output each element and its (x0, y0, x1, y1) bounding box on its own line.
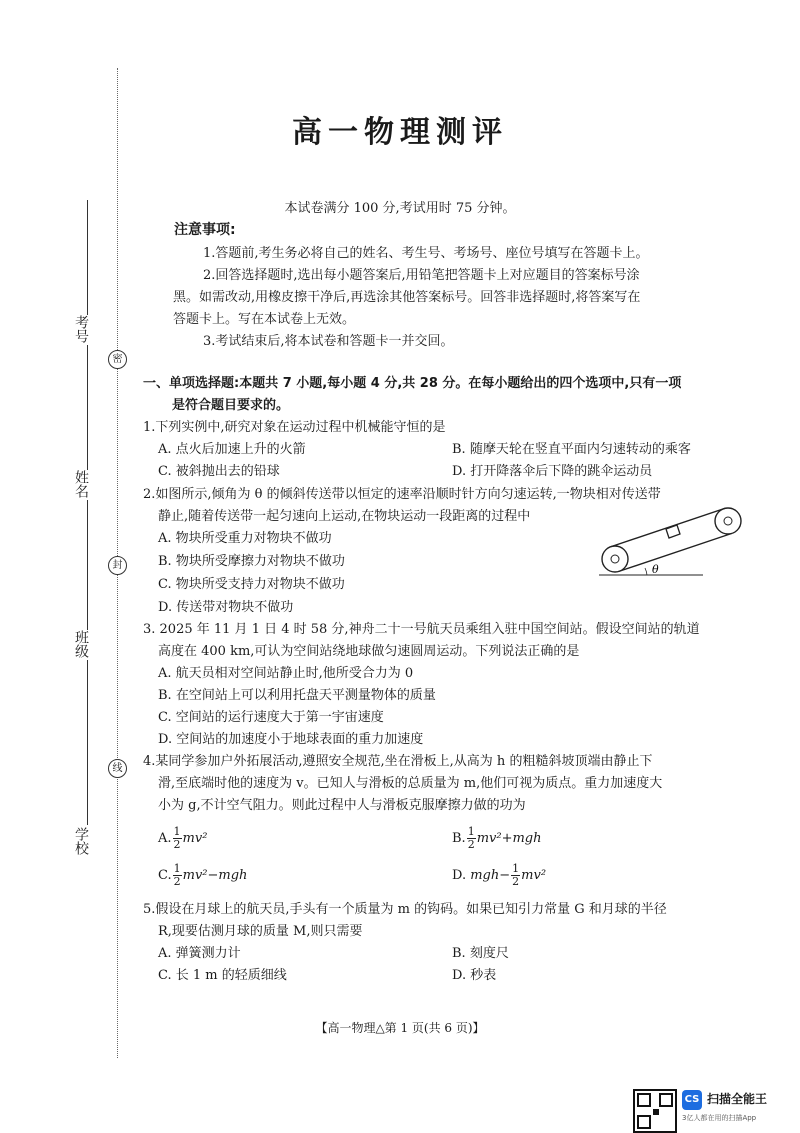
q5-stem-2: R,现要估测月球的质量 M,则只需要 (158, 924, 363, 939)
q5-option-d: D. 秒表 (452, 968, 497, 983)
q2-option-b: B. 物块所受摩擦力对物块不做功 (158, 554, 345, 569)
notes-heading: 注意事项: (174, 222, 236, 238)
q4-stem-1: 4.某同学参加户外拓展活动,遵照安全规范,坐在滑板上,从高为 h 的粗糙斜坡顶端由静止下 (143, 754, 653, 769)
school-line (87, 660, 88, 825)
seal-mark-feng: 封 (108, 556, 127, 575)
section1-line1: 一、单项选择题:本题共 7 小题,每小题 4 分,共 28 分。在每小题给出的四个选项中,只有一项 (143, 376, 682, 391)
conveyor-belt-figure (595, 503, 750, 585)
q4-option-d: D. mgh− $\frac{1}{2}$ mv² (452, 862, 547, 888)
q4-option-c: C. $\frac{1}{2}$ mv²−mgh (158, 862, 248, 888)
q4-option-b: B. $\frac{1}{2}$ mv²+mgh (452, 825, 542, 851)
belt-top (612, 509, 725, 547)
class-line (87, 500, 88, 630)
camscanner-logo: CS (682, 1090, 702, 1110)
q3-option-a: A. 航天员相对空间站静止时,他所受合力为 0 (158, 666, 414, 681)
upper-pulley-hub (724, 517, 732, 525)
brand-tagline: 3亿人都在用的扫描App (682, 1114, 757, 1122)
notes-line-5: 3.考试结束后,将本试卷和答题卡一并交回。 (203, 334, 454, 349)
q3-stem-2: 高度在 400 km,可认为空间站绕地球做匀速圆周运动。下列说法正确的是 (158, 644, 580, 659)
seal-mark-xian: 线 (108, 759, 127, 778)
lower-pulley-hub (611, 555, 619, 563)
upper-pulley (715, 508, 741, 534)
q2-option-a: A. 物块所受重力对物块不做功 (158, 531, 332, 546)
q5-option-a: A. 弹簧测力计 (158, 946, 241, 961)
q3-option-c: C. 空间站的运行速度大于第一宇宙速度 (158, 710, 384, 725)
qr-code-icon (633, 1089, 677, 1133)
label-exam-number: 考号 (73, 315, 89, 343)
q2-stem-1: 2.如图所示,倾角为 θ 的倾斜传送带以恒定的速率沿顺时针方向匀速运转,一物块相对传送带 (143, 487, 661, 502)
notes-line-1: 1.答题前,考生务必将自己的姓名、考生号、考场号、座位号填写在答题卡上。 (203, 246, 649, 261)
q4-stem-2: 滑,至底端时他的速度为 v。已知人与滑板的总质量为 m,他们可视为质点。重力加速度大 (158, 776, 663, 791)
q2-option-d: D. 传送带对物块不做功 (158, 600, 294, 615)
page-title: 高一物理测评 (292, 115, 508, 150)
q1-option-b: B. 随摩天轮在竖直平面内匀速转动的乘客 (452, 442, 691, 457)
q5-option-c: C. 长 1 m 的轻质细线 (158, 968, 287, 983)
brand-name: 扫描全能王 (707, 1092, 768, 1106)
notes-line-2: 2.回答选择题时,选出每小题答案后,用铅笔把答题卡上对应题目的答案标号涂 (203, 268, 640, 283)
q2-option-c: C. 物块所受支持力对物块不做功 (158, 577, 345, 592)
q5-stem-1: 5.假设在月球上的航天员,手头有一个质量为 m 的钩码。如果已知引力常量 G 和月球的半径 (143, 902, 667, 917)
label-school: 学校 (73, 827, 89, 855)
exam-info: 本试卷满分 100 分,考试用时 75 分钟。 (284, 201, 516, 216)
q5-option-b: B. 刻度尺 (452, 946, 509, 961)
q1-option-c: C. 被斜抛出去的铅球 (158, 464, 280, 479)
theta-label: θ (652, 563, 659, 576)
notes-line-4: 答题卡上。写在本试卷上无效。 (173, 312, 356, 327)
label-name: 姓名 (73, 470, 89, 498)
q3-stem-1: 3. 2025 年 11 月 1 日 4 时 58 分,神舟二十一号航天员乘组入驻中国空间站。假设空间站的轨道 (143, 622, 700, 637)
q4-stem-3: 小为 g,不计空气阻力。则此过程中人与滑板克服摩擦力做的功为 (158, 798, 526, 813)
q2-stem-2: 静止,随着传送带一起匀速向上运动,在物块运动一段距离的过程中 (158, 509, 531, 524)
q4-option-a: A. $\frac{1}{2}$ mv² (158, 825, 208, 851)
angle-arc (645, 568, 647, 575)
belt-bottom (619, 534, 732, 572)
q3-option-d: D. 空间站的加速度小于地球表面的重力加速度 (158, 732, 424, 747)
seal-mark-mi: 密 (108, 350, 127, 369)
lower-pulley (602, 546, 628, 572)
q3-option-b: B. 在空间站上可以利用托盘天平测量物体的质量 (158, 688, 436, 703)
label-class: 班级 (73, 630, 89, 658)
section1-line2: 是符合题目要求的。 (172, 398, 290, 413)
q1-option-a: A. 点火后加速上升的火箭 (158, 442, 306, 457)
q1-option-d: D. 打开降落伞后下降的跳伞运动员 (452, 464, 653, 479)
name-line (87, 345, 88, 470)
q1-stem: 1.下列实例中,研究对象在运动过程中机械能守恒的是 (143, 420, 446, 435)
page-footer: 【高一物理△第 1 页(共 6 页)】 (315, 1021, 485, 1035)
notes-line-3: 黑。如需改动,用橡皮擦干净后,再选涂其他答案标号。回答非选择题时,将答案写在 (173, 290, 641, 305)
